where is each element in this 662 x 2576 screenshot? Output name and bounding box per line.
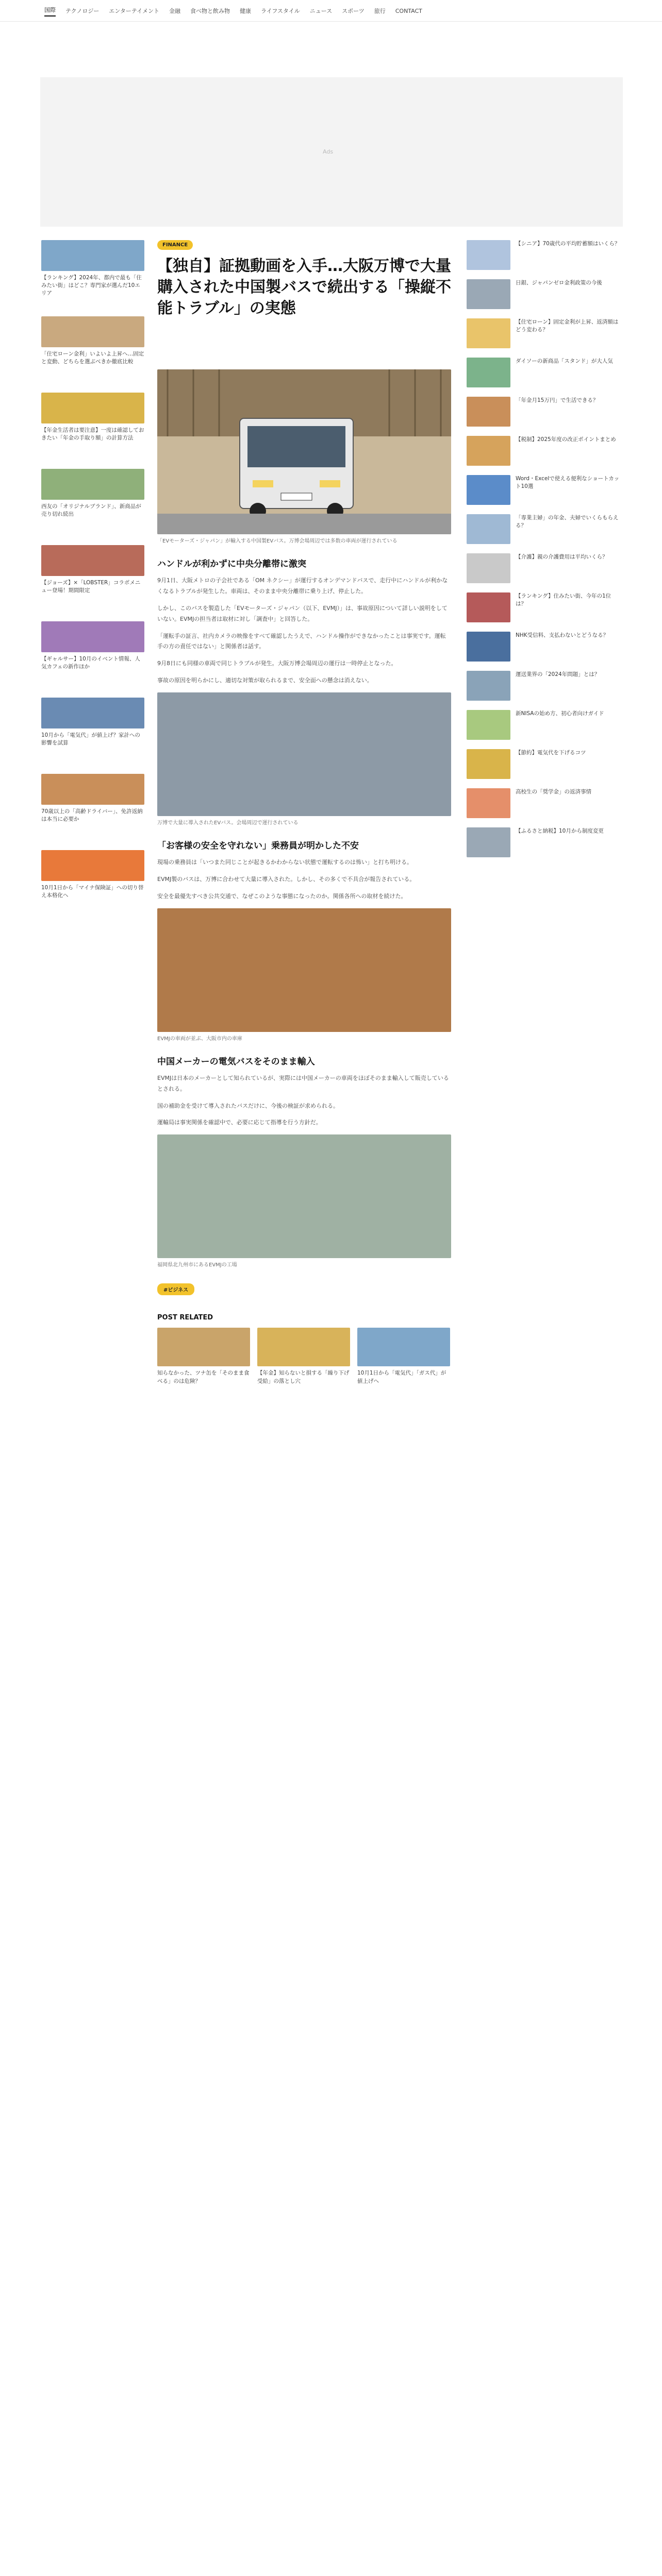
right-sidebar-thumbnail[interactable]	[467, 710, 510, 740]
right-sidebar-thumbnail[interactable]	[467, 749, 510, 779]
nav-item[interactable]: 旅行	[374, 8, 386, 14]
right-sidebar-item[interactable]	[467, 827, 621, 857]
left-sidebar-thumbnail[interactable]	[41, 850, 144, 881]
nav-item[interactable]: テクノロジー	[65, 8, 100, 14]
left-sidebar-card[interactable]	[41, 621, 144, 687]
section-heading: 「お客様の安全を守れない」乗務員が明かした不安	[157, 841, 359, 852]
nav-item[interactable]: 国際	[44, 6, 56, 16]
right-sidebar-title[interactable]: 「年金月15万円」で生活できる？	[516, 397, 599, 403]
right-sidebar-item[interactable]	[467, 436, 621, 466]
right-sidebar-thumbnail[interactable]	[467, 279, 510, 309]
right-sidebar-thumbnail[interactable]	[467, 475, 510, 505]
left-sidebar-title[interactable]: 「住宅ローン金利」いよいよ上昇へ…固定と変動、どちらを選ぶべきか徹底比較	[41, 351, 144, 365]
paragraph: EVMJは日本のメーカーとして知られているが、実際には中国メーカーの車両をほぼそのまま輸入して販売しているとされる。	[157, 1074, 449, 1092]
left-sidebar-title[interactable]: 10月から「電気代」が値上げ？家計への影響を試算	[41, 732, 140, 747]
right-sidebar-item[interactable]	[467, 632, 621, 662]
top-navigation	[0, 0, 662, 22]
left-sidebar-title[interactable]: 【ギャルサー】10月のイベント情報、人気カフェの新作ほか	[41, 656, 140, 670]
right-sidebar-thumbnail[interactable]	[467, 827, 510, 857]
nav-item[interactable]: 健康	[240, 8, 252, 14]
paragraph: EVMJ製のバスは、万博に合わせて大量に導入された。しかし、その多くで不具合が報告されている。	[157, 876, 416, 883]
article	[157, 240, 451, 1385]
right-sidebar-item[interactable]	[467, 475, 621, 505]
bus-photo	[157, 369, 451, 534]
right-sidebar-title[interactable]: 新NISAの始め方、初心者向けガイド	[516, 710, 604, 717]
right-sidebar-title[interactable]: 「専業主婦」の年金、夫婦でいくらもらえる？	[516, 515, 619, 529]
right-sidebar-title[interactable]: 【節約】電気代を下げるコツ	[516, 750, 586, 756]
right-sidebar-thumbnail[interactable]	[467, 671, 510, 701]
related-title[interactable]: 知らなかった、ツナ缶を「そのまま食べる」のは危険？	[157, 1370, 250, 1384]
nav-item[interactable]: ニュース	[309, 8, 333, 14]
hero-caption: 「EVモーターズ・ジャパン」が輸入する中国製EVバス。万博会場周辺では多数の車両が運行されている	[157, 538, 398, 544]
article-figure	[157, 908, 451, 1032]
right-sidebar-thumbnail[interactable]	[467, 514, 510, 544]
left-sidebar	[41, 240, 144, 926]
hero-image	[157, 369, 451, 534]
left-sidebar-card[interactable]	[41, 240, 144, 306]
right-sidebar-thumbnail[interactable]	[467, 240, 510, 270]
right-sidebar-title[interactable]: 【シニア】70歳代の平均貯蓄額はいくら？	[516, 241, 620, 247]
left-sidebar-thumbnail[interactable]	[41, 316, 144, 347]
paragraph: 国の補助金を受けて導入されたバスだけに、今後の検証が求められる。	[157, 1102, 339, 1109]
right-sidebar-thumbnail[interactable]	[467, 358, 510, 387]
related-thumbnail[interactable]	[157, 1328, 250, 1366]
related-card[interactable]	[357, 1328, 450, 1385]
right-sidebar-thumbnail[interactable]	[467, 553, 510, 583]
right-sidebar-thumbnail[interactable]	[467, 397, 510, 427]
right-sidebar-item[interactable]	[467, 240, 621, 270]
left-sidebar-card[interactable]	[41, 316, 144, 382]
right-sidebar-item[interactable]	[467, 671, 621, 701]
related-heading: POST RELATED	[157, 1314, 213, 1322]
right-sidebar-thumbnail[interactable]	[467, 592, 510, 622]
right-sidebar-item[interactable]	[467, 592, 621, 622]
left-sidebar-title[interactable]: 【年金生活者は要注意】一度は確認しておきたい「年金の手取り額」の計算方法	[41, 427, 144, 442]
right-sidebar-title[interactable]: 高校生の「奨学金」の返済事情	[516, 789, 591, 795]
left-sidebar-thumbnail[interactable]	[41, 240, 144, 271]
right-sidebar-title[interactable]: ダイソーの新商品「スタンド」が大人気	[516, 358, 613, 364]
figure-caption: 福岡県北九州市にあるEVMJの工場	[157, 1262, 237, 1268]
figure-caption: EVMJの車両が並ぶ、大阪市内の車庫	[157, 1036, 242, 1042]
paragraph: 9月8日にも同様の車両で同じトラブルが発生。大阪万博会場周辺の運行は一時停止となった。	[157, 660, 397, 667]
paragraph: 現場の乗務員は「いつまた同じことが起きるかわからない状態で運転するのは怖い」と打ち明ける。	[157, 859, 412, 866]
paragraph: 運輸局は事実関係を確認中で、必要に応じて指導を行う方針だ。	[157, 1119, 322, 1126]
left-sidebar-thumbnail[interactable]	[41, 774, 144, 805]
figure-caption: 万博で大量に導入されたEVバス。会場周辺で運行されている	[157, 820, 299, 826]
ad-label: Ads	[323, 148, 334, 155]
left-sidebar-title[interactable]: 【ランキング】2024年、都内で最も「住みたい街」はどこ？専門家が選んだ10エリア	[41, 275, 142, 297]
right-sidebar-thumbnail[interactable]	[467, 318, 510, 348]
left-sidebar-title[interactable]: 70歳以上の「高齢ドライバー」、免許返納は本当に必要か	[41, 808, 143, 823]
right-sidebar	[467, 240, 621, 867]
related-thumbnail[interactable]	[357, 1328, 450, 1366]
right-sidebar-thumbnail[interactable]	[467, 632, 510, 662]
related-title[interactable]: 10月1日から「電気代」「ガス代」が値上げへ	[357, 1370, 446, 1384]
right-sidebar-item[interactable]	[467, 397, 621, 427]
paragraph: 「運転手の証言、社内カメラの映像をすべて確認したうえで、ハンドル操作ができなかったことは事実です。運転手の方の責任ではない」と関係者は話す。	[157, 632, 446, 650]
paragraph: しかし、このバスを製造した「EVモーターズ・ジャパン（以下、EVMJ）」は、事故原因について詳しい説明をしていない。EVMJの担当者は取材に対し「調査中」と回答した。	[157, 604, 448, 622]
paragraph: 事故の原因を明らかにし、適切な対策が取られるまで、安全面への懸念は消えない。	[157, 677, 373, 684]
related-card[interactable]	[157, 1328, 250, 1385]
left-sidebar-card[interactable]	[41, 393, 144, 459]
left-sidebar-title[interactable]: 【ジョーズ】×「LOBSTER」コラボメニュー登場！期間限定	[41, 580, 141, 594]
left-sidebar-thumbnail[interactable]	[41, 698, 144, 728]
right-sidebar-title[interactable]: Word・Excelで使える便利なショートカット10選	[516, 476, 620, 490]
right-sidebar-title[interactable]: 【介護】親の介護費用は平均いくら？	[516, 554, 608, 560]
right-sidebar-item[interactable]	[467, 749, 621, 779]
nav-item[interactable]: 食べ物と飲み物	[190, 8, 230, 14]
right-sidebar-title[interactable]: 日銀、ジャパンゼロ金利政策の今後	[516, 280, 602, 286]
right-sidebar-item[interactable]	[467, 318, 621, 348]
right-sidebar-item[interactable]	[467, 553, 621, 583]
article-body	[157, 556, 451, 1269]
related-posts	[157, 1328, 451, 1385]
left-sidebar-title[interactable]: 西友の「オリジナルブランド」、新商品が売り切れ続出	[41, 503, 141, 518]
left-sidebar-card[interactable]	[41, 469, 144, 535]
section-heading: ハンドルが利かずに中央分離帯に激突	[157, 559, 306, 569]
nav-item[interactable]: 金融	[169, 8, 181, 14]
nav-list	[0, 0, 662, 22]
right-sidebar-title[interactable]: 【税制】2025年度の改正ポイントまとめ	[516, 436, 616, 443]
related-thumbnail[interactable]	[257, 1328, 350, 1366]
left-sidebar-thumbnail[interactable]	[41, 545, 144, 576]
left-sidebar-thumbnail[interactable]	[41, 621, 144, 652]
section-heading: 中国メーカーの電気バスをそのまま輸入	[157, 1056, 315, 1067]
right-sidebar-item[interactable]	[467, 279, 621, 309]
right-sidebar-thumbnail[interactable]	[467, 436, 510, 466]
related-card[interactable]	[257, 1328, 350, 1385]
paragraph: 安全を最優先すべき公共交通で、なぜこのような事態になったのか。関係各所への取材を続けた。	[157, 892, 407, 900]
right-sidebar-item[interactable]	[467, 788, 621, 818]
left-sidebar-card[interactable]	[41, 698, 144, 764]
right-sidebar-thumbnail[interactable]	[467, 788, 510, 818]
nav-item[interactable]: ライフスタイル	[261, 8, 300, 14]
right-sidebar-title[interactable]: 【ランキング】住みたい街、今年の1位は？	[516, 593, 611, 607]
paragraph: 9月1日、大阪メトロの子会社である「OM ネクシー」が運行するオンデマンドバスで、走行中にハンドルが利かなくなるトラブルが発生した。車両は、そのまま中央分離帯に乗り上げ、停止した。	[157, 577, 448, 595]
nav-item[interactable]: エンターテイメント	[109, 8, 160, 14]
right-sidebar-title[interactable]: 【ふるさと納税】10月から制度変更	[516, 828, 604, 834]
ad-banner[interactable]	[40, 77, 623, 227]
right-sidebar-title[interactable]: 運送業界の「2024年問題」とは？	[516, 671, 600, 677]
nav-item[interactable]: CONTACT	[395, 7, 422, 14]
right-sidebar-item[interactable]	[467, 514, 621, 544]
right-sidebar-title[interactable]: NHK受信料、支払わないとどうなる？	[516, 632, 609, 638]
right-sidebar-item[interactable]	[467, 358, 621, 387]
left-sidebar-title[interactable]: 10月1日から「マイナ保険証」への切り替え本格化へ	[41, 885, 144, 899]
nav-item[interactable]: スポーツ	[342, 8, 365, 14]
left-sidebar-card[interactable]	[41, 774, 144, 840]
left-sidebar-thumbnail[interactable]	[41, 469, 144, 500]
article-figure	[157, 1134, 451, 1258]
category-badge[interactable]: FINANCE	[157, 240, 193, 250]
tag-pill[interactable]: #ビジネス	[157, 1283, 194, 1295]
left-sidebar-thumbnail[interactable]	[41, 393, 144, 423]
article-figure	[157, 692, 451, 816]
right-sidebar-item[interactable]	[467, 710, 621, 740]
left-sidebar-card[interactable]	[41, 850, 144, 916]
article-headline: 【独自】証拠動画を入手…大阪万博で大量購入された中国製バスで続出する「操縦不能トラブル」の実態	[157, 257, 451, 317]
related-title[interactable]: 【年金】知らないと損する「繰り下げ受給」の落とし穴	[257, 1370, 350, 1384]
left-sidebar-card[interactable]	[41, 545, 144, 611]
right-sidebar-title[interactable]: 【住宅ローン】固定金利が上昇、返済額はどう変わる？	[516, 319, 619, 333]
